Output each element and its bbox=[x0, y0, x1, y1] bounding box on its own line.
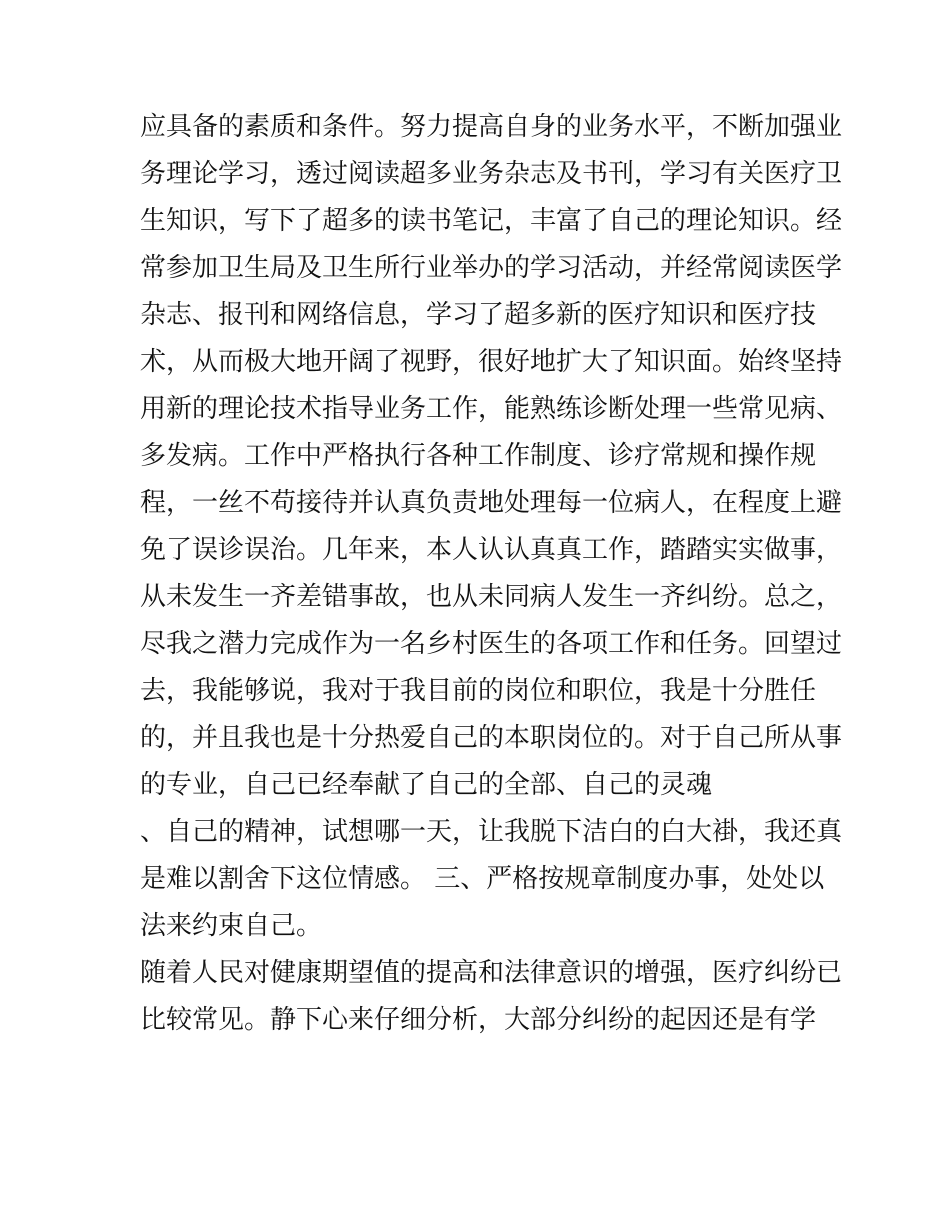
text-line: 法来约束自己。 bbox=[140, 911, 323, 941]
text-line: 尽我之潜力完成作为一名乡村医生的各项工作和任务。回望过 bbox=[140, 629, 843, 659]
text-line: 应具备的素质和条件。努力提高自身的业务水平，不断加强业 bbox=[140, 112, 843, 142]
body-text bbox=[140, 104, 843, 1044]
text-line: 常参加卫生局及卫生所行业举办的学习活动，并经常阅读医学 bbox=[140, 253, 843, 283]
text-line: 是难以割舍下这位情感。 三、严格按规章制度办事，处处以 bbox=[140, 864, 825, 894]
text-line: 随着人民对健康期望值的提高和法律意识的增强，医疗纠纷已 bbox=[140, 958, 843, 988]
text-line: 程，一丝不苟接待并认真负责地处理每一位病人，在程度上避 bbox=[140, 488, 843, 518]
text-line: 、自己的精神，试想哪一天，让我脱下洁白的白大褂，我还真 bbox=[140, 817, 843, 847]
text-line: 去，我能够说，我对于我目前的岗位和职位，我是十分胜任 bbox=[140, 676, 817, 706]
text-line: 用新的理论技术指导业务工作，能熟练诊断处理一些常见病、 bbox=[140, 394, 843, 424]
text-line: 多发病。工作中严格执行各种工作制度、诊疗常规和操作规 bbox=[140, 441, 817, 471]
text-line: 从未发生一齐差错事故，也从未同病人发生一齐纠纷。总之， bbox=[140, 582, 843, 612]
text-line: 术，从而极大地开阔了视野，很好地扩大了知识面。始终坚持 bbox=[140, 347, 843, 377]
text-line: 的专业，自己已经奉献了自己的全部、自己的灵魂 bbox=[140, 770, 713, 800]
text-line: 比较常见。静下心来仔细分析，大部分纠纷的起因还是有学 bbox=[140, 1005, 817, 1035]
text-line: 生知识，写下了超多的读书笔记，丰富了自己的理论知识。经 bbox=[140, 206, 843, 236]
text-line: 免了误诊误治。几年来，本人认认真真工作，踏踏实实做事， bbox=[140, 535, 843, 565]
text-line: 务理论学习，透过阅读超多业务杂志及书刊，学习有关医疗卫 bbox=[140, 159, 843, 189]
text-line: 杂志、报刊和网络信息，学习了超多新的医疗知识和医疗技 bbox=[140, 300, 817, 330]
text-line: 的，并且我也是十分热爱自己的本职岗位的。对于自己所从事 bbox=[140, 723, 843, 753]
